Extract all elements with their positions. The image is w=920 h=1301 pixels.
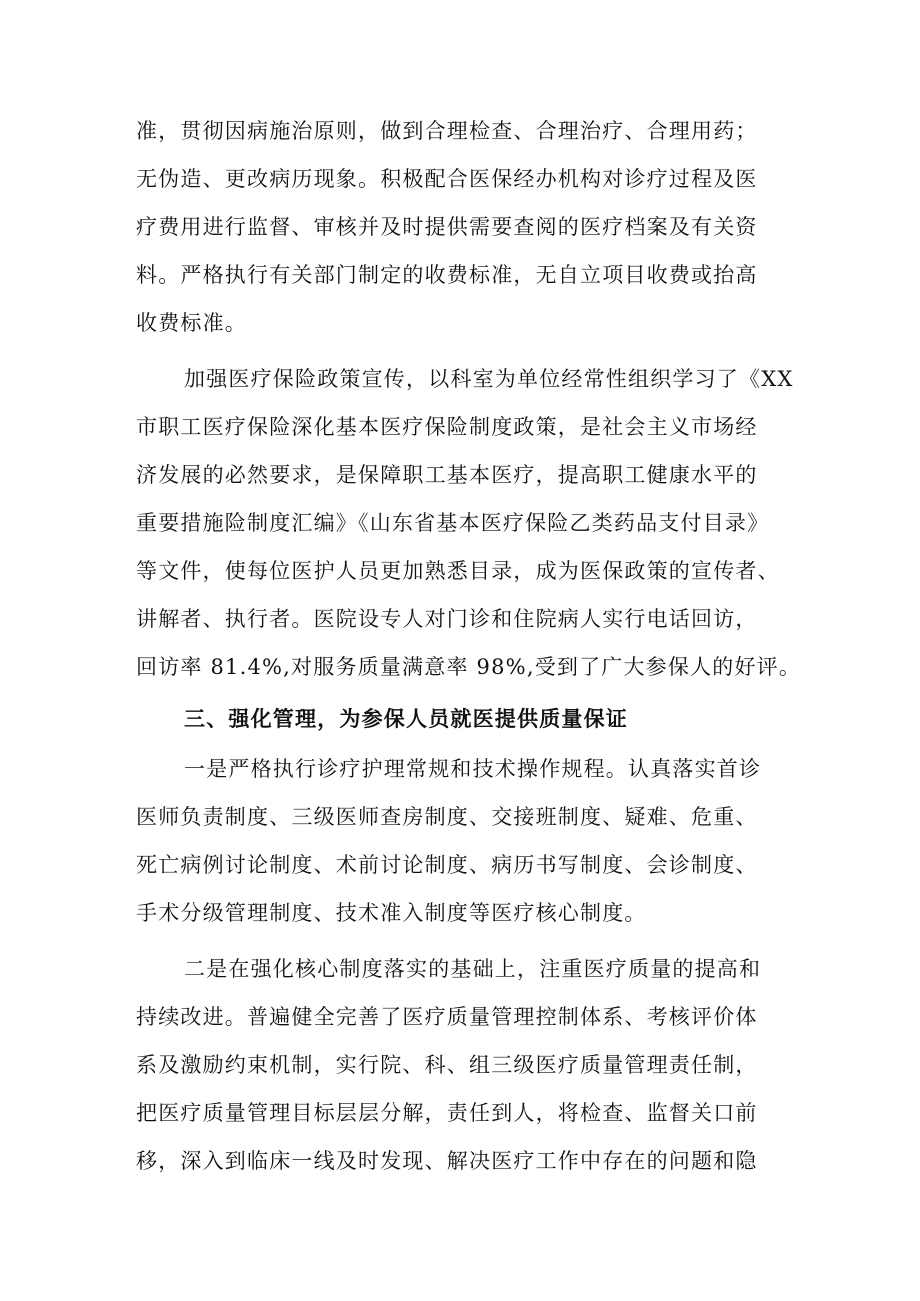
paragraph-line: 料。严格执行有关部门制定的收费标准，无自立项目收费或抬高 bbox=[136, 263, 758, 287]
paragraph-line: 无伪造、更改病历现象。积极配合医保经办机构对诊疗过程及医 bbox=[136, 167, 758, 191]
paragraph-line: 疗费用进行监督、审核并及时提供需要查阅的医疗档案及有关资 bbox=[136, 215, 758, 239]
paragraph-line: 准，贯彻因病施治原则，做到合理检查、合理治疗、合理用药； bbox=[136, 119, 758, 143]
paragraph-line: 死亡病例讨论制度、术前讨论制度、病历书写制度、会诊制度、 bbox=[136, 853, 758, 877]
paragraph-line: 讲解者、执行者。医院设专人对门诊和住院病人实行电话回访， bbox=[136, 607, 758, 631]
paragraph-line: 回访率 81.4%,对服务质量满意率 98%,受到了广大参保人的好评。 bbox=[136, 655, 802, 679]
paragraph-line: 一是严格执行诊疗护理常规和技术操作规程。认真落实首诊 bbox=[184, 757, 762, 781]
paragraph-line: 市职工医疗保险深化基本医疗保险制度政策，是社会主义市场经 bbox=[136, 415, 758, 439]
paragraph-line: 移，深入到临床一线及时发现、解决医疗工作中存在的问题和隐 bbox=[136, 1149, 758, 1173]
section-heading: 三、强化管理，为参保人员就医提供质量保证 bbox=[184, 706, 628, 731]
paragraph-line: 济发展的必然要求，是保障职工基本医疗，提高职工健康水平的 bbox=[136, 463, 758, 487]
paragraph-line: 收费标准。 bbox=[136, 311, 247, 335]
paragraph-line: 把医疗质量管理目标层层分解，责任到人，将检查、监督关口前 bbox=[136, 1101, 758, 1125]
paragraph-line: 医师负责制度、三级医师查房制度、交接班制度、疑难、危重、 bbox=[136, 805, 758, 829]
paragraph-line: 手术分级管理制度、技术准入制度等医疗核心制度。 bbox=[136, 901, 647, 925]
paragraph-line: 持续改进。普遍健全完善了医疗质量管理控制体系、考核评价体 bbox=[136, 1005, 758, 1029]
paragraph-line: 加强医疗保险政策宣传，以科室为单位经常性组织学习了《XX bbox=[184, 367, 794, 391]
paragraph-line: 等文件，使每位医护人员更加熟悉目录，成为医保政策的宣传者、 bbox=[136, 559, 780, 583]
paragraph-line: 系及激励约束机制，实行院、科、组三级医疗质量管理责任制， bbox=[136, 1053, 758, 1077]
paragraph-line: 二是在强化核心制度落实的基础上，注重医疗质量的提高和 bbox=[184, 957, 762, 981]
paragraph-line: 重要措施险制度汇编》《山东省基本医疗保险乙类药品支付目录》 bbox=[136, 511, 770, 535]
